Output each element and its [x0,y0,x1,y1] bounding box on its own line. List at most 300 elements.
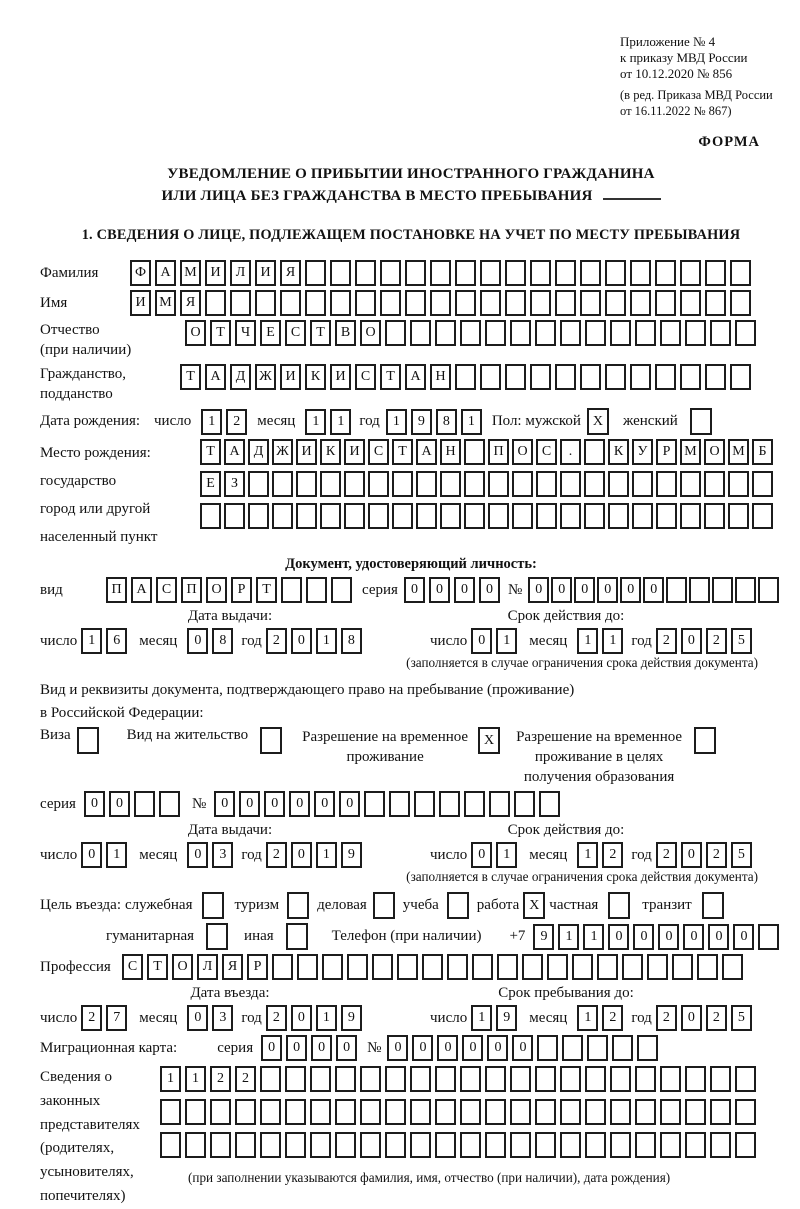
char-box[interactable] [260,727,282,754]
char-box[interactable] [272,954,293,980]
char-box[interactable] [514,791,535,817]
char-box[interactable] [722,954,743,980]
char-box[interactable] [355,260,376,286]
char-box[interactable] [635,1132,656,1158]
char-box[interactable]: Т [310,320,331,346]
char-box[interactable] [310,1132,331,1158]
char-box[interactable] [372,954,393,980]
char-box[interactable] [281,577,302,603]
char-box[interactable]: 0 [708,924,729,950]
char-box[interactable] [710,320,731,346]
char-box[interactable] [455,260,476,286]
char-box[interactable] [210,1099,231,1125]
char-box[interactable]: О [172,954,193,980]
char-box[interactable] [704,503,725,529]
char-box[interactable] [608,471,629,497]
char-box[interactable] [185,1132,206,1158]
char-box[interactable] [385,320,406,346]
char-box[interactable] [697,954,718,980]
char-box[interactable]: И [330,364,351,390]
char-box[interactable] [555,260,576,286]
char-box[interactable]: Т [200,439,221,465]
char-box[interactable]: И [255,260,276,286]
char-box[interactable]: И [205,260,226,286]
char-box[interactable] [285,1099,306,1125]
char-box[interactable] [460,320,481,346]
char-box[interactable] [512,471,533,497]
char-box[interactable] [587,1035,608,1061]
char-box[interactable] [597,954,618,980]
char-box[interactable] [630,290,651,316]
char-box[interactable] [364,791,385,817]
char-box[interactable] [235,1099,256,1125]
char-box[interactable] [656,471,677,497]
char-box[interactable]: Ф [130,260,151,286]
char-box[interactable] [585,1066,606,1092]
char-box[interactable]: М [728,439,749,465]
char-box[interactable]: 0 [314,791,335,817]
char-box[interactable] [728,503,749,529]
char-box[interactable] [655,290,676,316]
char-box[interactable] [535,1132,556,1158]
char-box[interactable]: 1 [106,842,127,868]
char-box[interactable] [584,471,605,497]
char-box[interactable] [660,320,681,346]
char-box[interactable] [380,260,401,286]
char-box[interactable]: З [224,471,245,497]
char-box[interactable] [584,439,605,465]
char-box[interactable]: 2 [235,1066,256,1092]
char-box[interactable] [647,954,668,980]
char-box[interactable] [455,290,476,316]
char-box[interactable] [666,577,687,603]
char-box[interactable] [735,577,756,603]
char-box[interactable] [389,791,410,817]
char-box[interactable]: 0 [404,577,425,603]
char-box[interactable] [255,290,276,316]
char-box[interactable]: 2 [266,1005,287,1031]
char-box[interactable]: 9 [341,1005,362,1031]
char-box[interactable] [485,1132,506,1158]
char-box[interactable] [560,1066,581,1092]
char-box[interactable] [480,290,501,316]
char-box[interactable]: В [335,320,356,346]
char-box[interactable] [680,503,701,529]
char-box[interactable] [435,1132,456,1158]
char-box[interactable]: С [368,439,389,465]
char-box[interactable]: С [156,577,177,603]
char-box[interactable] [440,471,461,497]
char-box[interactable] [630,364,651,390]
char-box[interactable] [210,1132,231,1158]
char-box[interactable] [380,290,401,316]
char-box[interactable] [585,320,606,346]
char-box[interactable] [535,1066,556,1092]
char-box[interactable] [705,290,726,316]
char-box[interactable] [660,1099,681,1125]
char-box[interactable]: А [155,260,176,286]
char-box[interactable] [306,577,327,603]
char-box[interactable]: 0 [683,924,704,950]
char-box[interactable]: Я [180,290,201,316]
char-box[interactable]: 1 [583,924,604,950]
char-box[interactable]: 1 [577,842,598,868]
char-box[interactable]: О [704,439,725,465]
char-box[interactable] [435,1066,456,1092]
char-box[interactable] [464,503,485,529]
char-box[interactable] [555,364,576,390]
char-box[interactable]: Р [247,954,268,980]
char-box[interactable]: У [632,439,653,465]
char-box[interactable] [680,471,701,497]
char-box[interactable] [430,260,451,286]
char-box[interactable] [360,1132,381,1158]
char-box[interactable] [505,290,526,316]
char-box[interactable] [672,954,693,980]
char-box[interactable] [368,503,389,529]
char-box[interactable] [690,408,712,435]
char-box[interactable] [530,260,551,286]
char-box[interactable] [410,1132,431,1158]
char-box[interactable]: 0 [471,628,492,654]
char-box[interactable]: Е [200,471,221,497]
char-box[interactable] [464,791,485,817]
char-box[interactable] [685,320,706,346]
char-box[interactable]: Е [260,320,281,346]
char-box[interactable] [385,1066,406,1092]
char-box[interactable] [580,364,601,390]
char-box[interactable]: 0 [658,924,679,950]
char-box[interactable]: 1 [185,1066,206,1092]
char-box[interactable]: И [130,290,151,316]
char-box[interactable] [272,471,293,497]
char-box[interactable] [622,954,643,980]
char-box[interactable]: 0 [643,577,664,603]
char-box[interactable] [235,1132,256,1158]
char-box[interactable] [485,1066,506,1092]
char-box[interactable] [480,364,501,390]
char-box[interactable] [285,1066,306,1092]
char-box[interactable] [297,954,318,980]
char-box[interactable]: 1 [471,1005,492,1031]
char-box[interactable]: М [155,290,176,316]
char-box[interactable]: 0 [551,577,572,603]
char-box[interactable] [610,1132,631,1158]
char-box[interactable] [287,892,309,919]
char-box[interactable]: А [405,364,426,390]
char-box[interactable] [497,954,518,980]
char-box[interactable] [360,1099,381,1125]
char-box[interactable] [660,1066,681,1092]
char-box[interactable] [680,290,701,316]
char-box[interactable]: О [185,320,206,346]
char-box[interactable] [536,503,557,529]
char-box[interactable] [510,1099,531,1125]
char-box[interactable] [536,471,557,497]
char-box[interactable]: И [280,364,301,390]
char-box[interactable] [610,1066,631,1092]
char-box[interactable]: 1 [558,924,579,950]
char-box[interactable]: Н [440,439,461,465]
char-box[interactable] [230,290,251,316]
char-box[interactable] [368,471,389,497]
char-box[interactable] [296,471,317,497]
char-box[interactable] [535,1099,556,1125]
char-box[interactable]: Т [380,364,401,390]
char-box[interactable]: К [305,364,326,390]
char-box[interactable] [347,954,368,980]
char-box[interactable]: П [181,577,202,603]
char-box[interactable] [488,503,509,529]
char-box[interactable]: О [512,439,533,465]
char-box[interactable]: 5 [731,628,752,654]
char-box[interactable]: Я [280,260,301,286]
char-box[interactable] [373,892,395,919]
char-box[interactable] [505,364,526,390]
char-box[interactable]: Д [248,439,269,465]
char-box[interactable]: Н [430,364,451,390]
char-box[interactable]: С [285,320,306,346]
char-box[interactable] [547,954,568,980]
char-box[interactable] [455,364,476,390]
char-box[interactable] [637,1035,658,1061]
char-box[interactable] [248,503,269,529]
char-box[interactable] [160,1132,181,1158]
char-box[interactable]: 0 [264,791,285,817]
char-box[interactable]: Р [656,439,677,465]
char-box[interactable]: С [122,954,143,980]
char-box[interactable]: С [355,364,376,390]
char-box[interactable] [608,503,629,529]
char-box[interactable]: 1 [160,1066,181,1092]
char-box[interactable]: 2 [226,409,247,435]
char-box[interactable] [752,503,773,529]
char-box[interactable]: 0 [479,577,500,603]
char-box[interactable]: 2 [266,842,287,868]
char-box[interactable]: 1 [316,842,337,868]
char-box[interactable] [680,364,701,390]
char-box[interactable]: 0 [437,1035,458,1061]
char-box[interactable]: 0 [633,924,654,950]
char-box[interactable]: И [296,439,317,465]
char-box[interactable] [685,1132,706,1158]
char-box[interactable]: X [478,727,500,754]
char-box[interactable]: 1 [496,628,517,654]
char-box[interactable]: 0 [681,842,702,868]
char-box[interactable]: 0 [597,577,618,603]
char-box[interactable]: 2 [706,1005,727,1031]
char-box[interactable] [560,503,581,529]
char-box[interactable]: 6 [106,628,127,654]
char-box[interactable] [605,364,626,390]
char-box[interactable]: 2 [656,842,677,868]
char-box[interactable]: 0 [214,791,235,817]
char-box[interactable]: 2 [656,1005,677,1031]
char-box[interactable]: 0 [429,577,450,603]
char-box[interactable]: 0 [454,577,475,603]
char-box[interactable] [605,260,626,286]
char-box[interactable] [435,320,456,346]
char-box[interactable]: К [608,439,629,465]
char-box[interactable]: 1 [316,628,337,654]
char-box[interactable] [414,791,435,817]
char-box[interactable] [320,503,341,529]
char-box[interactable] [680,260,701,286]
char-box[interactable] [280,290,301,316]
char-box[interactable] [405,290,426,316]
char-box[interactable] [286,923,308,950]
char-box[interactable]: X [587,408,609,435]
char-box[interactable] [612,1035,633,1061]
char-box[interactable]: 0 [291,628,312,654]
char-box[interactable]: 1 [602,628,623,654]
char-box[interactable]: К [320,439,341,465]
char-box[interactable] [635,320,656,346]
char-box[interactable]: 0 [681,1005,702,1031]
char-box[interactable] [712,577,733,603]
char-box[interactable] [447,954,468,980]
char-box[interactable]: 0 [291,1005,312,1031]
char-box[interactable]: X [523,892,545,919]
char-box[interactable] [430,290,451,316]
char-box[interactable]: А [224,439,245,465]
char-box[interactable] [689,577,710,603]
char-box[interactable] [472,954,493,980]
char-box[interactable] [560,320,581,346]
char-box[interactable] [422,954,443,980]
char-box[interactable]: 1 [330,409,351,435]
char-box[interactable]: 0 [487,1035,508,1061]
char-box[interactable] [260,1099,281,1125]
char-box[interactable]: 1 [81,628,102,654]
char-box[interactable]: 8 [436,409,457,435]
char-box[interactable] [416,471,437,497]
char-box[interactable]: 2 [706,628,727,654]
char-box[interactable]: 2 [81,1005,102,1031]
char-box[interactable]: 1 [577,628,598,654]
char-box[interactable] [735,1099,756,1125]
char-box[interactable] [685,1066,706,1092]
char-box[interactable]: Т [256,577,277,603]
char-box[interactable] [310,1099,331,1125]
char-box[interactable] [758,924,779,950]
char-box[interactable] [608,892,630,919]
char-box[interactable]: Я [222,954,243,980]
char-box[interactable] [330,290,351,316]
char-box[interactable]: Т [180,364,201,390]
char-box[interactable] [705,260,726,286]
char-box[interactable] [730,290,751,316]
char-box[interactable]: 2 [656,628,677,654]
char-box[interactable]: И [344,439,365,465]
char-box[interactable] [460,1099,481,1125]
char-box[interactable] [206,923,228,950]
char-box[interactable] [416,503,437,529]
char-box[interactable] [335,1132,356,1158]
char-box[interactable]: 0 [528,577,549,603]
char-box[interactable] [355,290,376,316]
char-box[interactable] [610,1099,631,1125]
char-box[interactable] [702,892,724,919]
char-box[interactable] [410,1066,431,1092]
char-box[interactable]: 0 [387,1035,408,1061]
char-box[interactable]: 9 [411,409,432,435]
char-box[interactable]: 5 [731,842,752,868]
char-box[interactable] [752,471,773,497]
char-box[interactable] [460,1066,481,1092]
char-box[interactable]: 8 [341,628,362,654]
char-box[interactable]: 0 [733,924,754,950]
char-box[interactable] [305,290,326,316]
char-box[interactable] [460,1132,481,1158]
char-box[interactable]: 2 [266,628,287,654]
char-box[interactable] [555,290,576,316]
char-box[interactable] [322,954,343,980]
char-box[interactable]: 1 [496,842,517,868]
char-box[interactable] [260,1066,281,1092]
char-box[interactable] [344,503,365,529]
char-box[interactable] [272,503,293,529]
char-box[interactable] [310,1066,331,1092]
char-box[interactable]: 0 [620,577,641,603]
char-box[interactable] [730,260,751,286]
char-box[interactable] [632,503,653,529]
char-box[interactable]: 0 [187,842,208,868]
char-box[interactable] [572,954,593,980]
char-box[interactable]: Ч [235,320,256,346]
char-box[interactable] [335,1099,356,1125]
char-box[interactable]: . [560,439,581,465]
char-box[interactable] [560,1132,581,1158]
char-box[interactable] [296,503,317,529]
char-box[interactable]: 9 [496,1005,517,1031]
char-box[interactable]: 0 [462,1035,483,1061]
char-box[interactable] [205,290,226,316]
char-box[interactable]: 0 [412,1035,433,1061]
char-box[interactable]: А [131,577,152,603]
char-box[interactable]: 0 [109,791,130,817]
char-box[interactable] [728,471,749,497]
char-box[interactable] [694,727,716,754]
char-box[interactable] [160,1099,181,1125]
char-box[interactable]: 2 [210,1066,231,1092]
char-box[interactable] [610,320,631,346]
char-box[interactable]: Т [210,320,231,346]
char-box[interactable]: 2 [602,842,623,868]
char-box[interactable] [392,503,413,529]
char-box[interactable] [260,1132,281,1158]
char-box[interactable] [585,1132,606,1158]
char-box[interactable] [224,503,245,529]
char-box[interactable]: 3 [212,842,233,868]
char-box[interactable] [522,954,543,980]
char-box[interactable] [344,471,365,497]
char-box[interactable]: 0 [471,842,492,868]
char-box[interactable] [632,471,653,497]
char-box[interactable] [505,260,526,286]
char-box[interactable] [710,1066,731,1092]
char-box[interactable] [512,503,533,529]
char-box[interactable]: 1 [201,409,222,435]
char-box[interactable] [489,791,510,817]
char-box[interactable]: А [205,364,226,390]
char-box[interactable]: 0 [681,628,702,654]
char-box[interactable] [480,260,501,286]
char-box[interactable] [562,1035,583,1061]
char-box[interactable] [200,503,221,529]
char-box[interactable]: 2 [706,842,727,868]
char-box[interactable] [159,791,180,817]
